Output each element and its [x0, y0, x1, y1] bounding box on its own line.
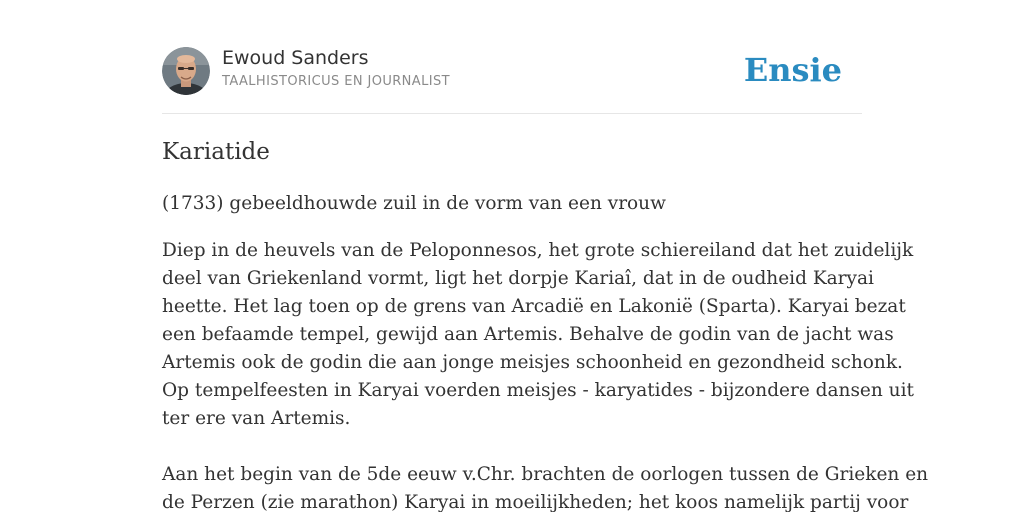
article-subtitle: (1733) gebeeldhouwde zuil in de vorm van een vrouw — [162, 193, 666, 214]
author-avatar[interactable] — [162, 47, 210, 95]
article-paragraph — [162, 237, 914, 433]
text-line: Aan het begin van de 5de eeuw v.Chr. brachten de oorlogen tussen de Grieken en — [162, 464, 929, 485]
author-role: TAALHISTORICUS EN JOURNALIST — [222, 74, 450, 89]
article-title: Kariatide — [162, 139, 270, 165]
text-line: Diep in de heuvels van de Peloponnesos, het grote schiereiland dat het zuidelijk — [162, 240, 914, 261]
text-line: deel van Griekenland vormt, ligt het dorpje Kariaî, dat in de oudheid Karyai — [162, 268, 874, 289]
text-line: Op tempelfeesten in Karyai voerden meisjes - karyatides - bijzondere dansen uit — [162, 380, 914, 401]
text-line: ter ere van Artemis. — [162, 408, 351, 429]
text-line: heette. Het lag toen op de grens van Arcadië en Lakonië (Sparta). Karyai bezat — [162, 296, 906, 317]
text-line: Artemis ook de godin die aan jonge meisjes schoonheid en gezondheid schonk. — [162, 352, 903, 373]
text-line: de Perzen (zie marathon) Karyai in moeilijkheden; het koos namelijk partij voor — [162, 492, 909, 512]
brand-logo[interactable]: Ensie — [743, 51, 842, 89]
content-column — [162, 0, 929, 512]
article-body — [162, 237, 929, 512]
author-name[interactable]: Ewoud Sanders — [222, 47, 369, 69]
author-header — [162, 0, 862, 114]
text-line: een befaamde tempel, gewijd aan Artemis. Behalve de godin van de jacht was — [162, 324, 894, 345]
article-paragraph — [162, 461, 929, 512]
